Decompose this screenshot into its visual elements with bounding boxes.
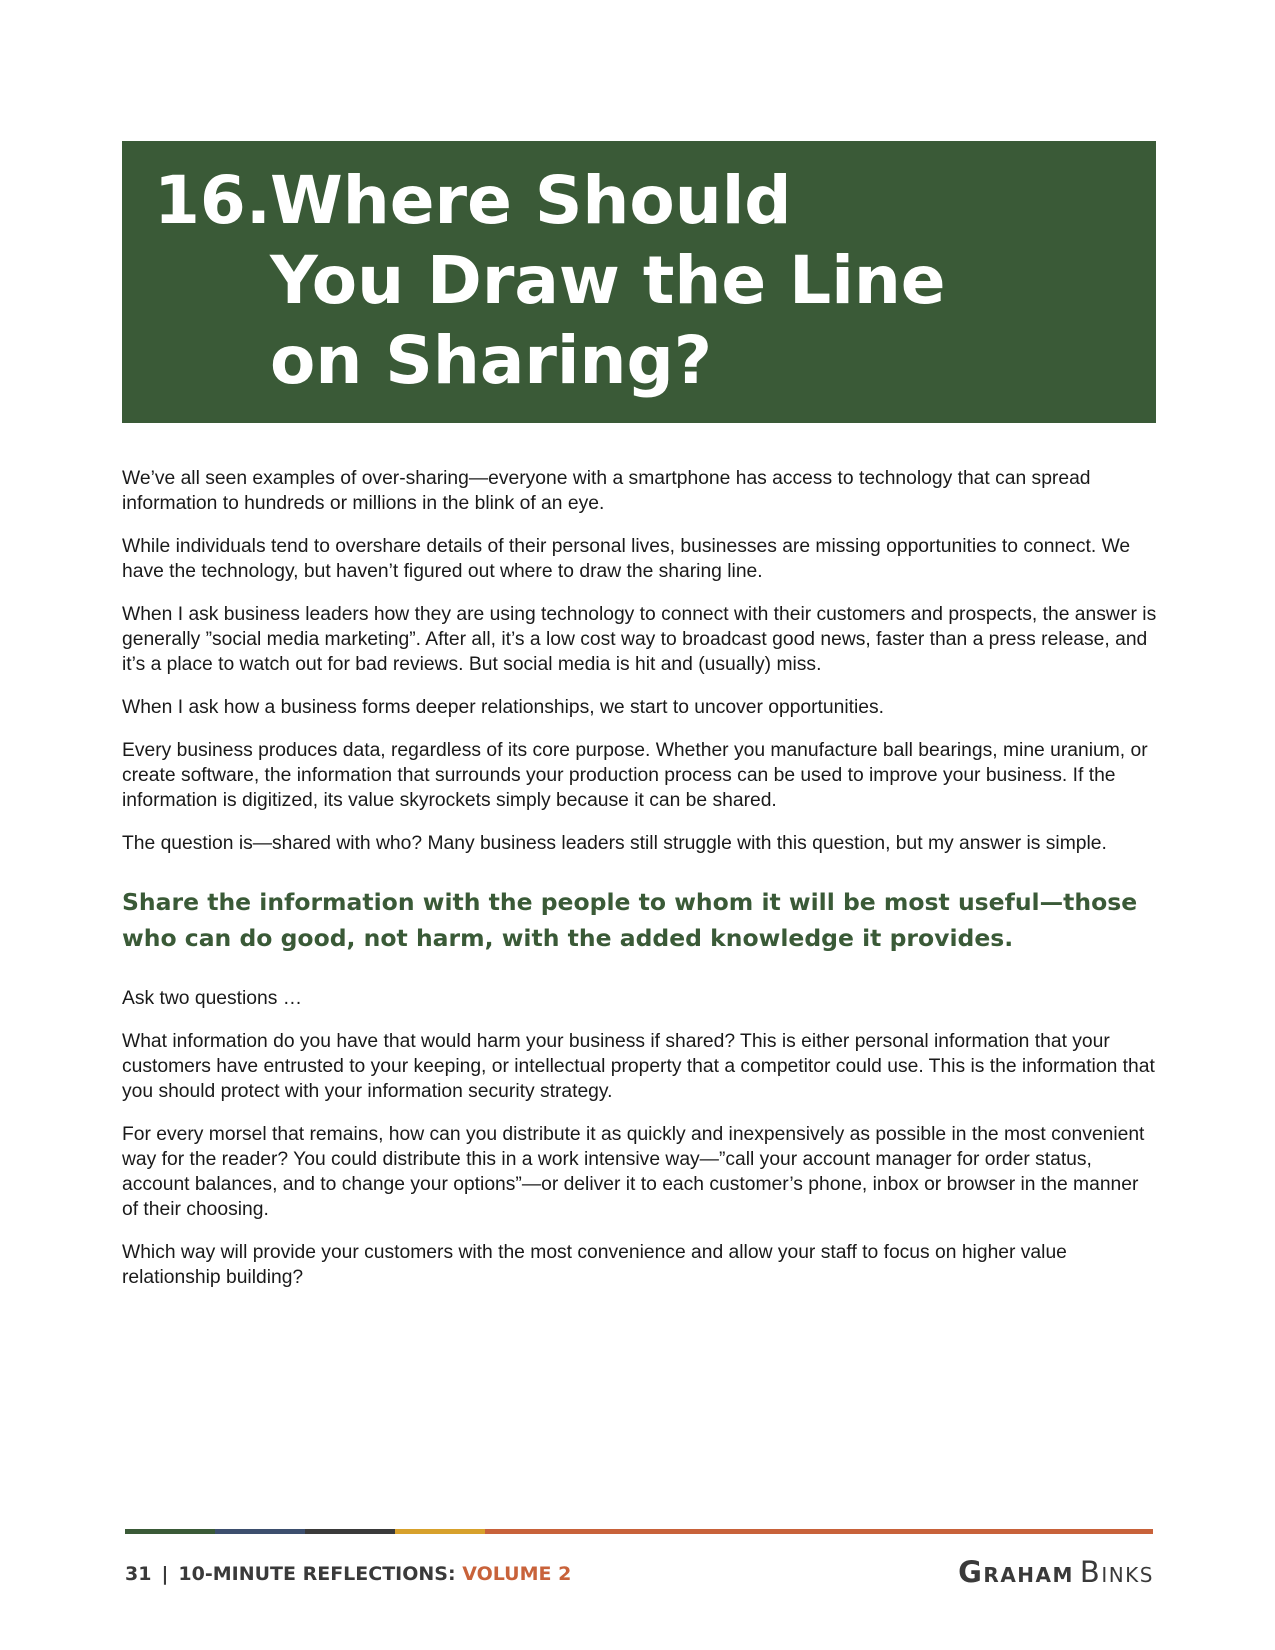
author-first-name: Graham	[958, 1555, 1074, 1589]
book-title: 10-MINUTE REFLECTIONS:	[178, 1563, 456, 1585]
body-text	[122, 466, 1157, 1308]
chapter-title-line: Where Should	[270, 162, 792, 239]
author-name	[958, 1555, 1154, 1589]
chapter-number: 16.	[154, 162, 271, 239]
chapter-title-line: You Draw the Line	[270, 242, 946, 319]
paragraph: Which way will provide your customers with the most convenience and allow your staff to focus on higher value relationship building?	[122, 1242, 1067, 1288]
paragraph: While individuals tend to overshare details of their personal lives, businesses are missing opportunities to connect. We have the technology, but haven’t figured out where to draw the sharing line.	[122, 536, 1131, 582]
paragraph: For every morsel that remains, how can you distribute it as quickly and inexpensively as possible in the most convenient way for the reader? You could distribute this in a work intensive way—”call your account manager for order status, account balances, and to change your options”—or deliver it to each customer’s phone, inbox or browser in the manner of their choosing.	[122, 1124, 1145, 1220]
paragraph: Ask two questions …	[122, 988, 303, 1009]
paragraph: Every business produces data, regardless of its core purpose. Whether you manufacture ball bearings, mine uranium, or create software, the information that surrounds your production process can be used to improve your business. If the information is digitized, its value skyrockets simply because it can be shared.	[122, 740, 1148, 811]
pull-quote: Share the information with the people to whom it will be most useful—those who can do good, not harm, with the added knowledge it provides.	[122, 888, 1138, 952]
paragraph: When I ask how a business forms deeper relationships, we start to uncover opportunities.	[122, 697, 884, 718]
chapter-title-block	[122, 141, 1156, 423]
paragraph: When I ask business leaders how they are using technology to connect with their customers and prospects, the answer is generally ”social media marketing”. After all, it’s a low cost way to broadcast good news, faster than a press release, and it’s a place to watch out for bad reviews. But social media is hit and (usually) miss.	[122, 604, 1157, 675]
page-number: 31	[125, 1563, 152, 1585]
chapter-title-line: on Sharing?	[270, 322, 713, 399]
rule-segment-blue	[215, 1529, 305, 1534]
paragraph: The question is—shared with who? Many business leaders still struggle with this question, but my answer is simple.	[122, 833, 1107, 854]
paragraph: What information do you have that would harm your business if shared? This is either personal information that your customers have entrusted to your keeping, or intellectual property that a competitor could use. This is the information that you should protect with your information security strategy.	[122, 1031, 1155, 1102]
rule-segment-gold	[395, 1529, 485, 1534]
rule-segment-charcoal	[305, 1529, 395, 1534]
footer-page-info	[125, 1563, 571, 1585]
footer-color-rule	[125, 1529, 1153, 1534]
author-last-name: Binks	[1079, 1555, 1154, 1589]
rule-segment-orange	[485, 1529, 1153, 1534]
chapter-title	[270, 161, 946, 423]
paragraph: We’ve all seen examples of over-sharing—everyone with a smartphone has access to technology that can spread information to hundreds or millions in the blink of an eye.	[122, 468, 1091, 514]
volume-label: VOLUME 2	[462, 1563, 572, 1585]
footer-separator: |	[161, 1563, 169, 1585]
rule-segment-green	[125, 1529, 215, 1534]
